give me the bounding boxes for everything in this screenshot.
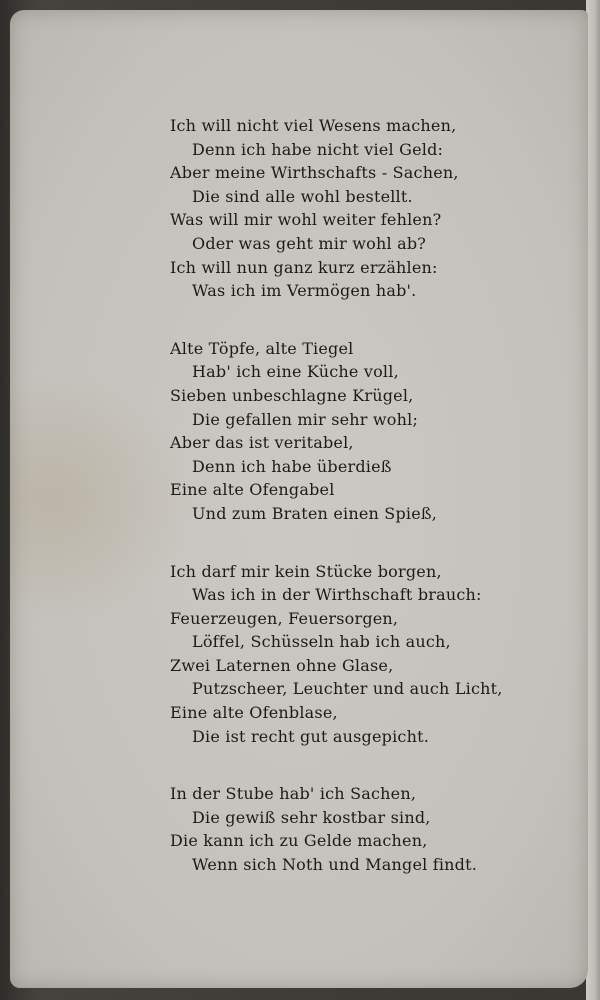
poem-line: Was will mir wohl weiter fehlen? (170, 210, 442, 230)
poem-line: Die gefallen mir sehr wohl; (192, 409, 419, 429)
poem-line: Was ich in der Wirthschaft brauch: (192, 585, 482, 605)
poem-line: Die sind alle wohl bestellt. (192, 186, 413, 206)
poem-line: Feuerzeugen, Feuersorgen, (170, 608, 399, 628)
poem-line: Und zum Braten einen Spieß, (192, 503, 438, 523)
poem-line: Aber meine Wirthschafts - Sachen, (170, 163, 459, 183)
poem-line: Zwei Laternen ohne Glase, (170, 655, 394, 675)
poem-line: Putzscheer, Leuchter und auch Licht, (192, 679, 503, 699)
poem-line: Sieben unbeschlagne Krügel, (170, 385, 414, 405)
stanza-3 (170, 560, 570, 749)
poem-line: Oder was geht mir wohl ab? (192, 233, 427, 253)
poem-line: Eine alte Ofengabel (170, 480, 335, 500)
poem-line: Löffel, Schüsseln hab ich auch, (192, 632, 451, 652)
poem-line: Ich darf mir kein Stücke borgen, (170, 561, 442, 581)
poem-line: Die ist recht gut ausgepicht. (192, 726, 430, 746)
poem-line: Aber das ist veritabel, (170, 433, 354, 453)
poem-line: Die kann ich zu Gelde machen, (170, 831, 428, 851)
poem-line: Denn ich habe nicht viel Geld: (192, 139, 444, 159)
poem (170, 114, 570, 911)
poem-line: Denn ich habe überdieß (192, 456, 392, 476)
poem-line: Alte Töpfe, alte Tiegel (170, 338, 354, 358)
poem-line: Was ich im Vermögen hab'. (192, 281, 417, 301)
stanza-4 (170, 782, 570, 876)
poem-line: Hab' ich eine Küche voll, (192, 362, 399, 382)
adjacent-page-edge (586, 0, 600, 1000)
poem-line: Wenn sich Noth und Mangel findt. (192, 855, 478, 875)
poem-line: Eine alte Ofenblase, (170, 703, 338, 723)
poem-line: In der Stube hab' ich Sachen, (170, 784, 417, 804)
poem-line: Ich will nicht viel Wesens machen, (170, 116, 457, 135)
poem-line: Ich will nun ganz kurz erzählen: (170, 257, 438, 277)
poem-line: Die gewiß sehr kostbar sind, (192, 807, 431, 827)
stanza-1 (170, 114, 570, 303)
paper-sheet (10, 10, 588, 988)
stanza-2 (170, 337, 570, 526)
